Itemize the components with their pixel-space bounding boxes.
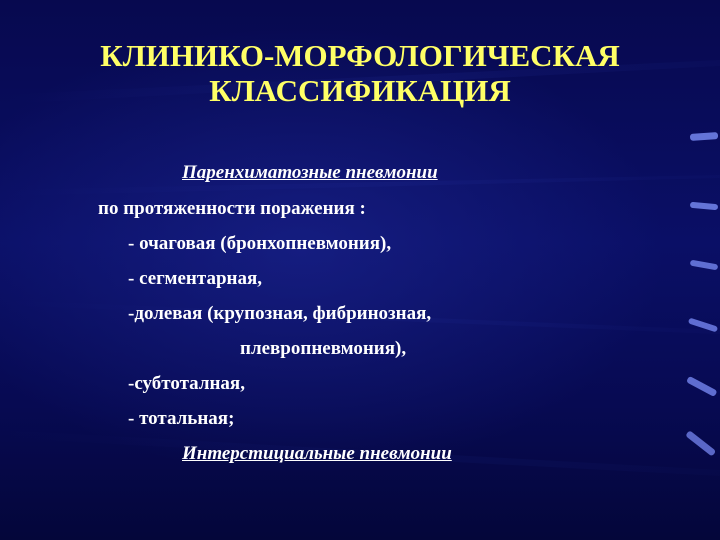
title-line-1: КЛИНИКО-МОРФОЛОГИЧЕСКАЯ: [100, 38, 620, 73]
list-item: - сегментарная,: [128, 268, 262, 289]
title-line-2: КЛАССИФИКАЦИЯ: [209, 73, 511, 108]
list-item: - очаговая (бронхопневмония),: [128, 233, 392, 254]
list-item: -долевая (крупозная, фибринозная,: [128, 303, 432, 324]
section-heading-parenchymal: Паренхиматозные пневмонии: [182, 162, 438, 183]
list-item: -субтоталная,: [128, 373, 245, 394]
section-intro: по протяженности поражения :: [98, 198, 366, 219]
list-item: - тотальная;: [128, 408, 235, 429]
section-heading-interstitial: Интерстициальные пневмонии: [182, 443, 452, 464]
list-item-continuation: плевропневмония),: [240, 338, 407, 359]
slide-title: [40, 38, 680, 108]
